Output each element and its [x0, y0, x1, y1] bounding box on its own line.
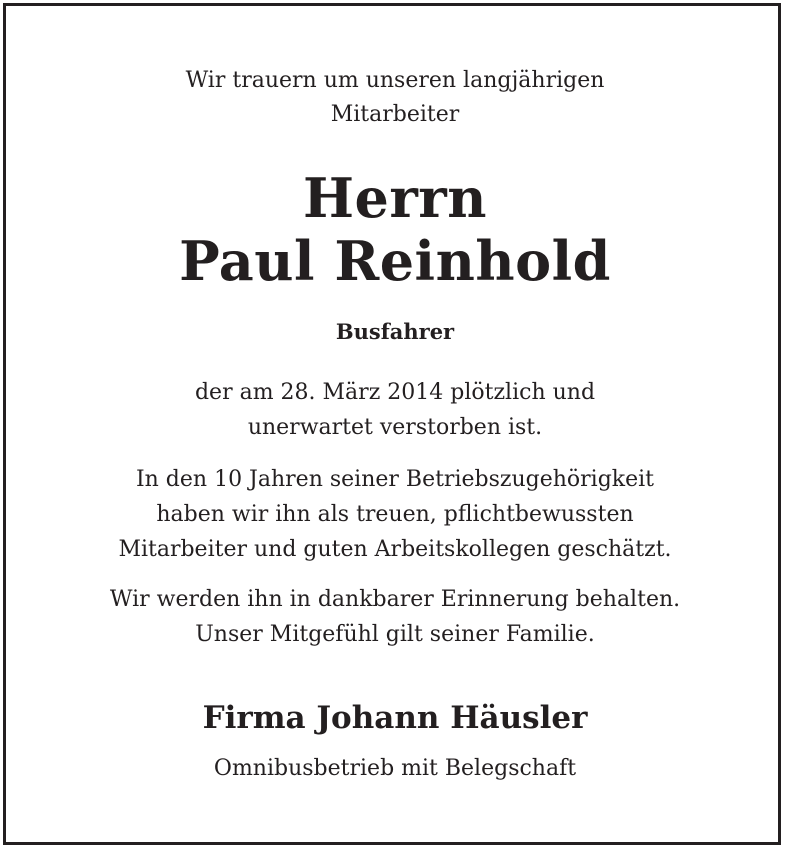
- occupation: Busfahrer: [335, 319, 455, 344]
- tribute-line-3: Mitarbeiter und guten Arbeitskollegen geschätzt.: [118, 537, 672, 562]
- intro-line-2: Mitarbeiter: [330, 102, 460, 127]
- salutation: Herrn: [302, 166, 488, 230]
- sender-company: Firma Johann Häusler: [202, 700, 588, 736]
- closing-line-2: Unser Mitgefühl gilt seiner Familie.: [195, 622, 595, 647]
- tribute-line-1: In den 10 Jahren seiner Betriebszugehörigkeit: [135, 467, 655, 492]
- intro-line-1: Wir trauern um unseren langjährigen: [185, 68, 605, 93]
- sender-subtitle: Omnibusbetrieb mit Belegschaft: [213, 756, 577, 781]
- tribute-line-2: haben wir ihn als treuen, pflichtbewussten: [156, 502, 634, 527]
- closing-line-1: Wir werden ihn in dankbarer Erinnerung behalten.: [109, 587, 681, 612]
- death-notice-line-1: der am 28. März 2014 plötzlich und: [194, 380, 596, 405]
- death-notice-line-2: unerwartet verstorben ist.: [247, 415, 543, 440]
- deceased-name: Paul Reinhold: [179, 229, 611, 293]
